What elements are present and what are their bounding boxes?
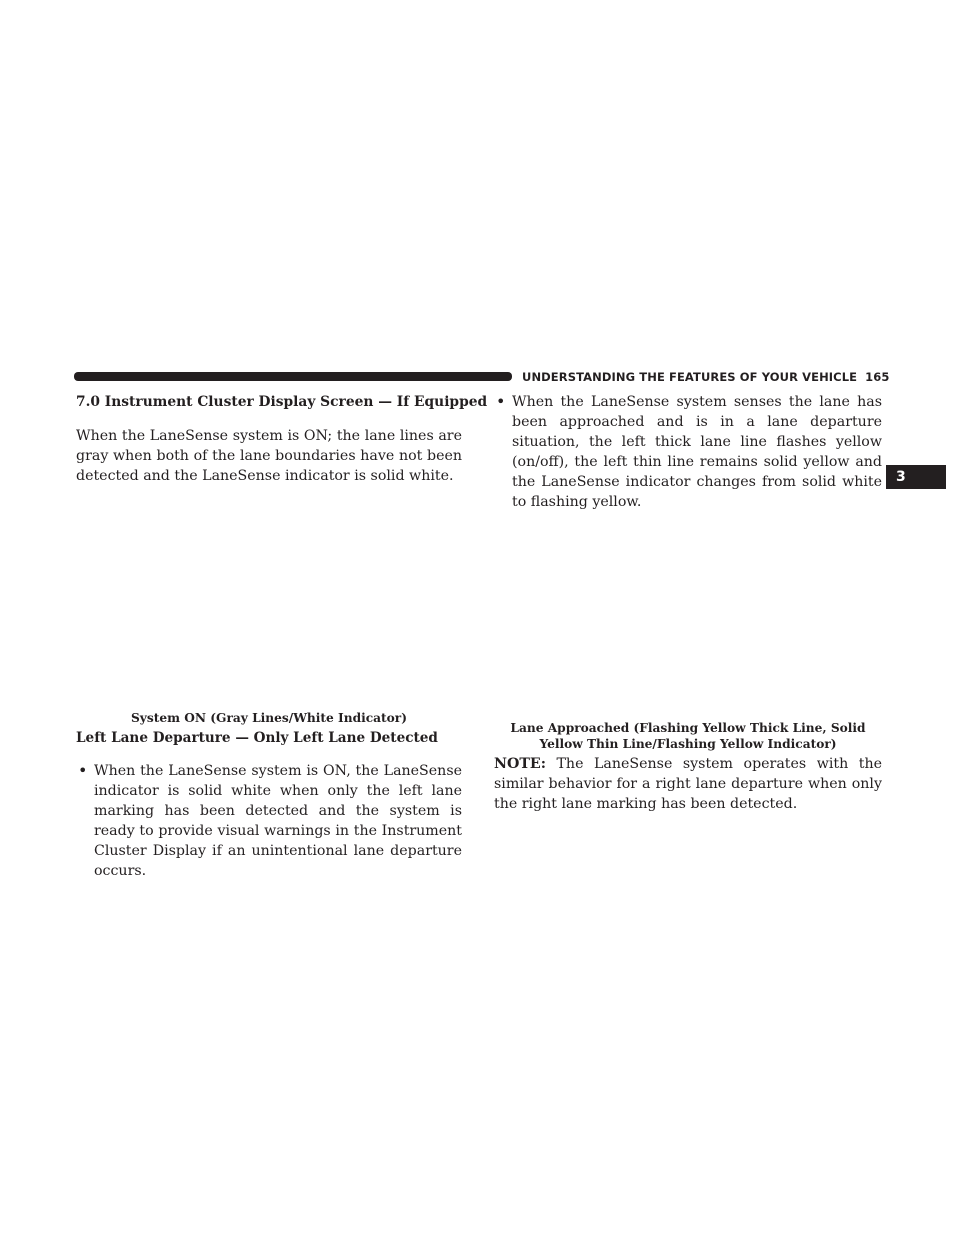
header-section-title: UNDERSTANDING THE FEATURES OF YOUR VEHICLE [522,370,858,384]
note-block [494,754,882,814]
header-rule [74,372,512,381]
left-column-top [76,392,488,486]
caption-line-1: Lane Approached (Flashing Yellow Thick Line, Solid [510,721,866,735]
bullet-glyph: • [78,761,88,780]
intro-paragraph: When the LaneSense system is ON; the lane lines are gray when both of the lane boundaries have not been detected and the LaneSense indicator is solid white. [76,428,462,484]
page-number: 165 [865,370,890,384]
section-heading: 7.0 Instrument Cluster Display Screen — If Equipped [76,394,488,410]
running-header [522,370,890,384]
figure-caption-lane-approached [494,720,882,752]
bullet-text: When the LaneSense system is ON, the LaneSense indicator is solid white when only the left lane marking has been detected and the system is ready to provide visual warnings in the Instrument Cluster Display if an unintentional lane departure occurs. [94,763,462,879]
figure-caption-system-on: System ON (Gray Lines/White Indicator) [131,711,407,725]
note-text: The LaneSense system operates with the similar behavior for a right lane departure when only the right lane marking has been detected. [494,756,882,812]
left-column-bottom [76,728,462,881]
bullet-text: When the LaneSense system senses the lane has been approached and is in a lane departure situation, the left thick lane line flashes yellow (on/off), the left thin line remains solid yellow and the LaneSense indicator changes from solid white to flashing yellow. [512,394,882,510]
caption-line-2: Yellow Thin Line/Flashing Yellow Indicator) [539,737,837,751]
chapter-tab: 3 [886,465,946,489]
bullet-item [494,392,882,512]
note-label: NOTE: [494,756,546,772]
note-paragraph [494,754,882,814]
bullet-glyph: • [496,392,506,411]
bullet-item [76,761,462,881]
subsection-heading: Left Lane Departure — Only Left Lane Detected [76,730,438,746]
right-column-top [494,392,882,512]
